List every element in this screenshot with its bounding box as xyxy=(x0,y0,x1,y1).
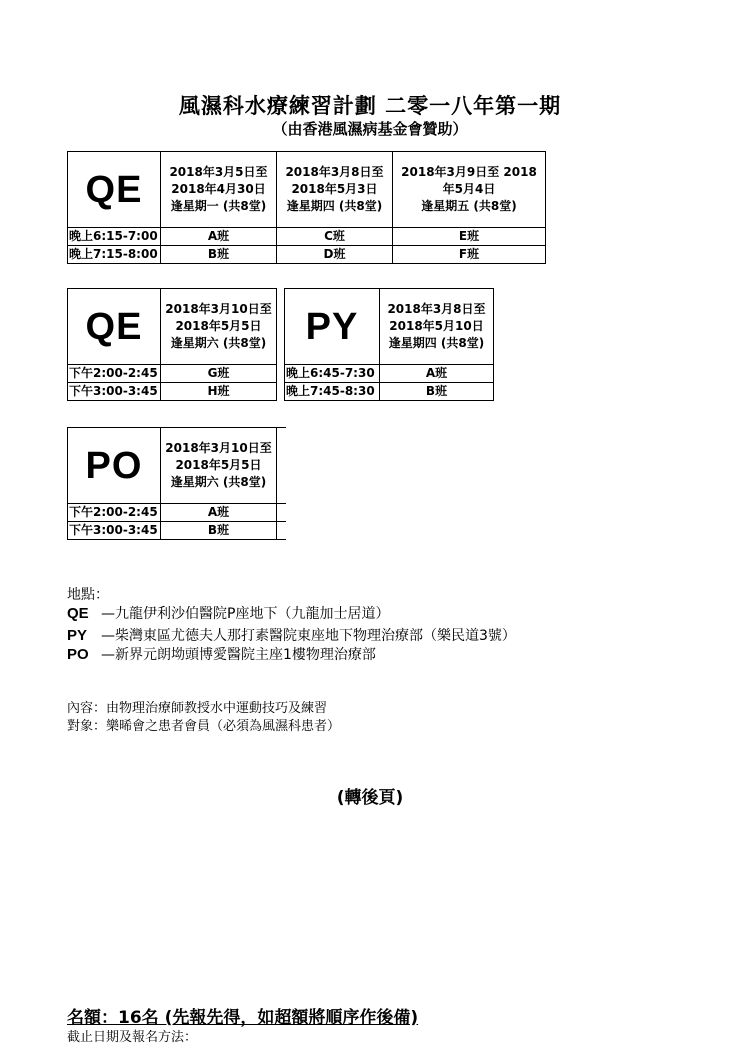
venue-code: QE xyxy=(68,289,161,365)
location-text: —九龍伊利沙伯醫院P座地下（九龍加士居道） xyxy=(101,606,390,622)
venue-code: QE xyxy=(68,152,161,228)
over-page-note: (轉後頁) xyxy=(336,788,404,808)
content-info: 內容：由物理治療師教授水中運動技巧及練習 xyxy=(67,701,328,716)
venue-code: PO xyxy=(68,428,161,504)
class-cell: H班 xyxy=(161,383,277,401)
date-header-cell: 2018年3月10日至 2018年5月5日 逢星期六 (共8堂) xyxy=(161,428,277,504)
time-cell: 下午3:00-3:45 xyxy=(68,522,161,540)
class-cell: E班 xyxy=(393,228,546,246)
location-item xyxy=(67,603,389,623)
target-info: 對象：樂晞會之患者會員（必須為風濕科患者） xyxy=(67,719,341,734)
schedule-table-po xyxy=(67,427,286,540)
location-text: —新界元朗坳頭博愛醫院主座1樓物理治療部 xyxy=(101,647,376,663)
date-header-cell: 2018年3月8日至 2018年5月3日 逢星期四 (共8堂) xyxy=(277,152,393,228)
date-header-cell: 2018年3月9日至 2018 年5月4日 逢星期五 (共8堂) xyxy=(393,152,546,228)
time-cell: 下午2:00-2:45 xyxy=(68,365,161,383)
deadline-heading: 截止日期及報名方法： xyxy=(67,1030,198,1045)
table-gap xyxy=(277,504,286,522)
table-row xyxy=(68,383,494,401)
table-row xyxy=(68,504,286,522)
class-cell: B班 xyxy=(161,246,277,264)
class-cell: G班 xyxy=(161,365,277,383)
table-row xyxy=(68,365,494,383)
location-item xyxy=(67,625,516,645)
class-cell: D班 xyxy=(277,246,393,264)
quota-heading: 名額：16名 (先報先得，如超額將順序作後備) xyxy=(67,1008,419,1028)
table-gap xyxy=(277,428,286,504)
location-code: PY xyxy=(67,627,88,644)
time-cell: 晚上6:45-7:30 xyxy=(285,365,380,383)
class-cell: B班 xyxy=(161,522,277,540)
class-cell: C班 xyxy=(277,228,393,246)
location-label: 地點： xyxy=(67,587,109,603)
date-header-cell: 2018年3月5日至 2018年4月30日 逢星期一 (共8堂) xyxy=(161,152,277,228)
date-header-cell: 2018年3月10日至 2018年5月5日 逢星期六 (共8堂) xyxy=(161,289,277,365)
table-gap xyxy=(277,383,285,401)
location-code: QE xyxy=(67,605,89,622)
table-gap xyxy=(277,522,286,540)
venue-code: PY xyxy=(285,289,380,365)
class-cell: B班 xyxy=(380,383,494,401)
location-item xyxy=(67,644,376,664)
time-cell: 下午2:00-2:45 xyxy=(68,504,161,522)
time-cell: 下午3:00-3:45 xyxy=(68,383,161,401)
schedule-table-qe-weekday xyxy=(67,151,546,264)
location-code: PO xyxy=(67,646,89,663)
table-row xyxy=(68,246,546,264)
class-cell: A班 xyxy=(161,228,277,246)
schedule-table-qe-py xyxy=(67,288,494,401)
time-cell: 晚上6:15-7:00 xyxy=(68,228,161,246)
time-cell: 晚上7:15-8:00 xyxy=(68,246,161,264)
table-gap xyxy=(277,365,285,383)
table-gap xyxy=(277,289,285,365)
page-subtitle: （由香港風濕病基金會贊助） xyxy=(272,120,468,138)
date-header-cell: 2018年3月8日至 2018年5月10日 逢星期四 (共8堂) xyxy=(380,289,494,365)
table-row xyxy=(68,522,286,540)
class-cell: A班 xyxy=(380,365,494,383)
class-cell: F班 xyxy=(393,246,546,264)
page-title: 風濕科水療練習計劃 二零一八年第一期 xyxy=(178,94,562,118)
location-text: —柴灣東區尤德夫人那打素醫院東座地下物理治療部（樂民道3號） xyxy=(101,628,516,644)
class-cell: A班 xyxy=(161,504,277,522)
table-row xyxy=(68,228,546,246)
time-cell: 晚上7:45-8:30 xyxy=(285,383,380,401)
